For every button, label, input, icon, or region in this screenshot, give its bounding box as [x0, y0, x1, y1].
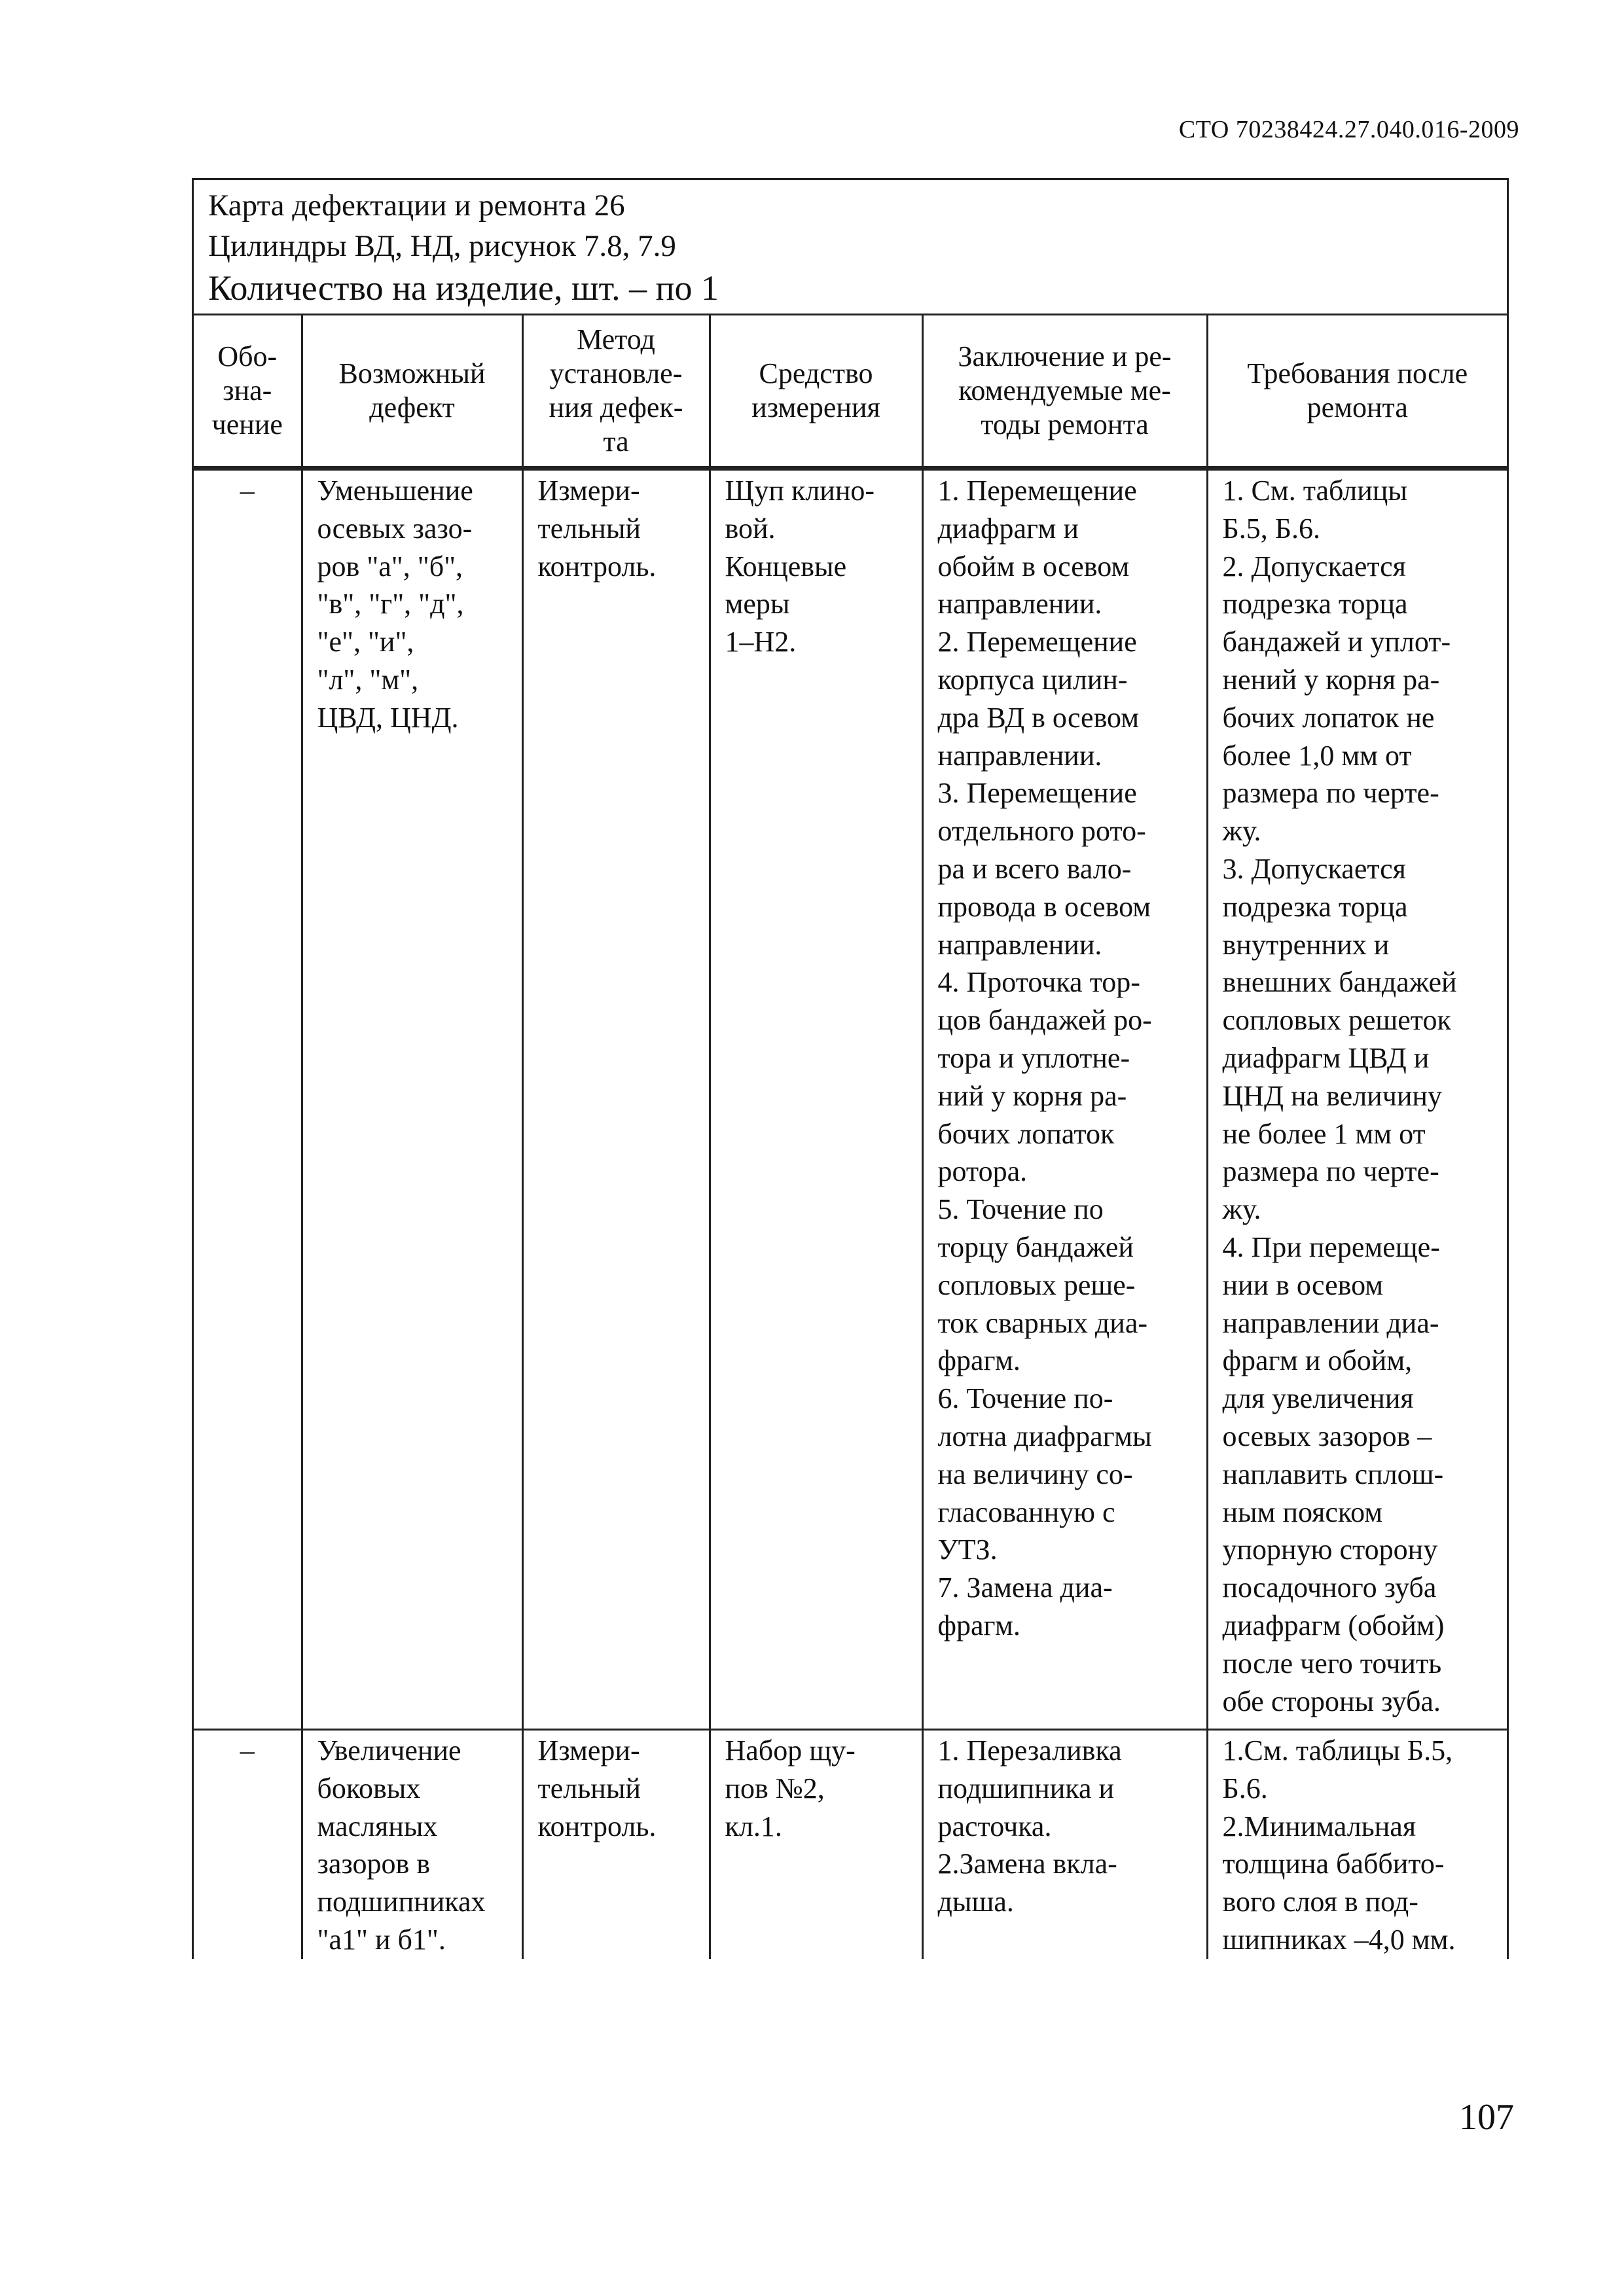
defect-repair-card: [192, 178, 1509, 1959]
header-method: Метод установле- ния дефек- та: [522, 315, 710, 469]
card-title: Карта дефектации и ремонта 26: [208, 188, 625, 223]
header-designation: Обо- зна- чение: [194, 315, 302, 469]
header-means: Средство измерения: [710, 315, 922, 469]
document-code: СТО 70238424.27.040.016-2009: [1178, 116, 1519, 143]
header-conclusion: Заключение и ре- комендуемые ме- тоды ремонта: [922, 315, 1207, 469]
table-row: [194, 469, 1507, 1730]
cell-designation: –: [194, 469, 302, 1730]
header-requirements: Требования после ремонта: [1207, 315, 1507, 469]
card-subtitle: Цилиндры ВД, НД, рисунок 7.8, 7.9: [208, 229, 676, 263]
cell-method: Измери- тельный контроль.: [522, 1730, 710, 1959]
page-number: 107: [1459, 2097, 1514, 2138]
cell-requirements: 1.См. таблицы Б.5, Б.6. 2.Минимальная толщина баббито- вого слоя в под- шипниках –4,0 мм.: [1222, 1734, 1456, 1956]
cell-method: Измери- тельный контроль.: [522, 469, 710, 1730]
defect-table: [194, 315, 1507, 1959]
cell-designation: –: [194, 1730, 302, 1959]
cell-defect: Увеличение боковых масляных зазоров в подшипниках "а1" и б1".: [302, 1730, 522, 1959]
cell-conclusion: 1. Перезаливка подшипника и расточка. 2.Замена вкла- дыша.: [922, 1730, 1207, 1959]
cell-means: Щуп клино- вой. Концевые меры 1–Н2.: [710, 469, 922, 1730]
card-header: [194, 180, 1507, 315]
cell-requirements: 1. См. таблицы Б.5, Б.6. 2. Допускается подрезка торца бандажей и уплот- нений у корня ра- бочих лопаток не более 1,0 мм от размера по черте- жу. 3. Допускается подрезка торца внутренних и внешних бандажей сопловых решеток диафрагм ЦВД и ЦНД на величину не более 1 мм от размера по черте- жу. 4. При перемеще- нии в осевом направлении диа- фрагм и обойм, для увеличения осевых зазоров – наплавить сплош- ным пояском упорную сторону посадочного зуба диафрагм (обойм) после чего точить обе стороны зуба.: [1207, 469, 1507, 1730]
cell-conclusion: 1. Перемещение диафрагм и обойм в осевом направлении. 2. Перемещение корпуса цилин- дра ВД в осевом направлении. 3. Перемещение отдельного рото- ра и всего вало- провода в осевом направлении. 4. Проточка тор- цов бандажей ро- тора и уплотне- ний у корня ра- бочих лопаток ротора. 5. Точение по торцу бандажей сопловых реше- ток сварных диа- фрагм. 6. Точение по- лотна диафрагмы на величину со- гласованную с УТЗ. 7. Замена диа- фрагм.: [922, 469, 1207, 1730]
cell-defect: Уменьшение осевых зазо- ров "а", "б", "в", "г", "д", "е", "и", "л", "м", ЦВД, ЦНД.: [302, 469, 522, 1730]
table-header-row: [194, 315, 1507, 469]
header-defect: Возможный дефект: [302, 315, 522, 469]
table-row: [194, 1730, 1507, 1959]
card-quantity: Количество на изделие, шт. – по 1: [208, 268, 719, 308]
cell-means: Набор щу- пов №2, кл.1.: [710, 1730, 922, 1959]
